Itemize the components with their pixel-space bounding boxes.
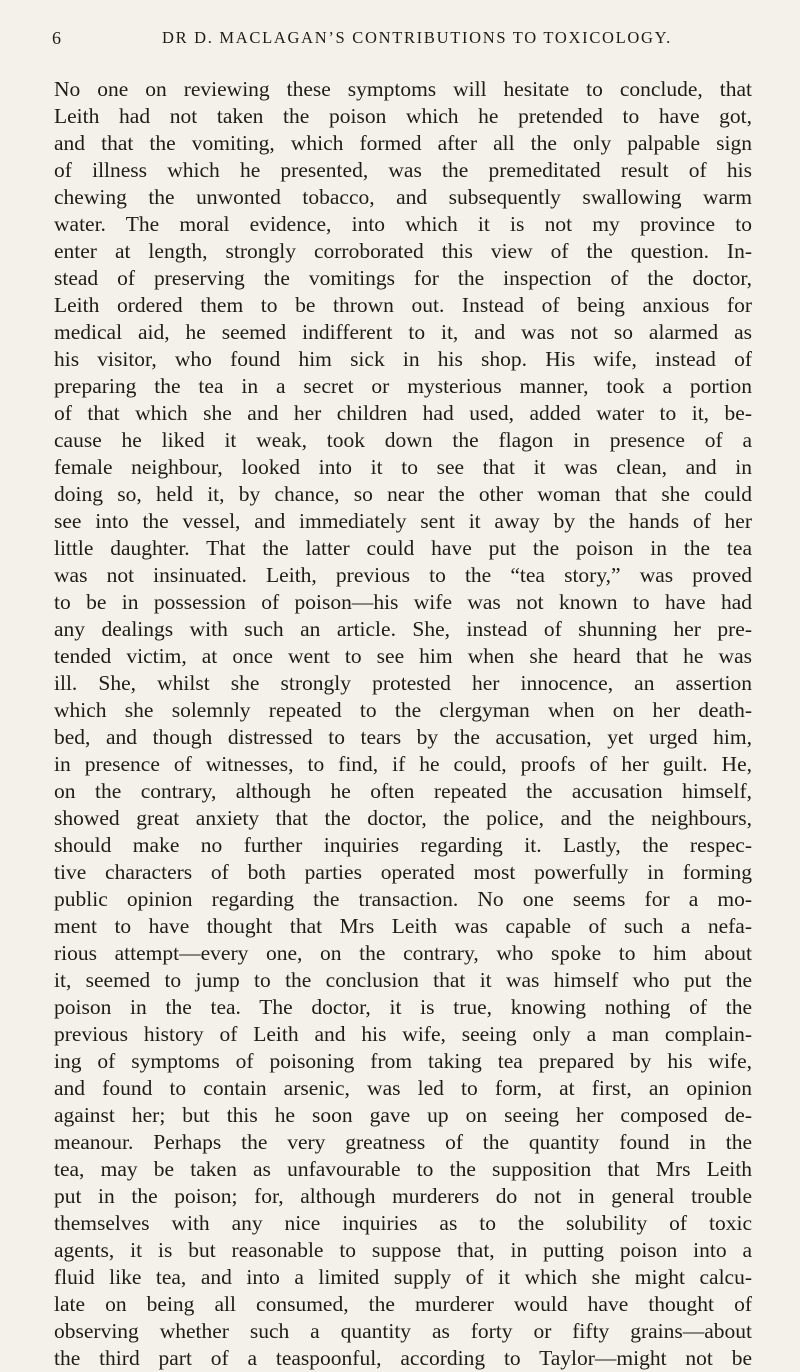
text-line: put in the poison; for, although murderers do not in general trouble — [54, 1184, 752, 1208]
text-line: showed great anxiety that the doctor, the police, and the neighbours, — [54, 806, 752, 830]
page-number: 6 — [52, 28, 63, 48]
text-line: any dealings with such an article. She, instead of shunning her pre- — [54, 617, 752, 641]
text-line: to be in possession of poison—his wife was not known to have had — [54, 590, 752, 614]
text-line: late on being all consumed, the murderer would have thought of — [54, 1292, 752, 1316]
text-line: stead of preserving the vomitings for the inspection of the doctor, — [54, 266, 752, 290]
text-line: Leith ordered them to be thrown out. Instead of being anxious for — [54, 293, 752, 317]
running-head: DR D. MACLAGAN’S CONTRIBUTIONS TO TOXICOLOGY. — [162, 28, 672, 47]
text-line: should make no further inquiries regarding it. Lastly, the respec- — [54, 833, 752, 857]
text-line: on the contrary, although he often repeated the accusation himself, — [54, 779, 752, 803]
page-header — [52, 28, 748, 54]
text-line: water. The moral evidence, into which it is not my province to — [54, 212, 752, 236]
text-line: female neighbour, looked into it to see that it was clean, and in — [54, 455, 752, 479]
text-line: bed, and though distressed to tears by the accusation, yet urged him, — [54, 725, 752, 749]
text-line: poison in the tea. The doctor, it is true, knowing nothing of the — [54, 995, 752, 1019]
text-line: tended victim, at once went to see him when she heard that he was — [54, 644, 752, 668]
text-line: tea, may be taken as unfavourable to the supposition that Mrs Leith — [54, 1157, 752, 1181]
text-line: medical aid, he seemed indifferent to it, and was not so alarmed as — [54, 320, 752, 344]
body-text — [54, 76, 752, 1372]
text-line: was not insinuated. Leith, previous to the “tea story,” was proved — [54, 563, 752, 587]
text-line: his visitor, who found him sick in his shop. His wife, instead of — [54, 347, 752, 371]
text-line: little daughter. That the latter could have put the poison in the tea — [54, 536, 752, 560]
text-line: ing of symptoms of poisoning from taking tea prepared by his wife, — [54, 1049, 752, 1073]
text-line: preparing the tea in a secret or mysterious manner, took a portion — [54, 374, 752, 398]
text-line: which she solemnly repeated to the clergyman when on her death- — [54, 698, 752, 722]
text-line: tive characters of both parties operated most powerfully in forming — [54, 860, 752, 884]
text-line: previous history of Leith and his wife, seeing only a man complain- — [54, 1022, 752, 1046]
text-line: themselves with any nice inquiries as to the solubility of toxic — [54, 1211, 752, 1235]
text-line: in presence of witnesses, to find, if he could, proofs of her guilt. He, — [54, 752, 752, 776]
text-line: and that the vomiting, which formed after all the only palpable sign — [54, 131, 752, 155]
text-line: public opinion regarding the transaction. No one seems for a mo- — [54, 887, 752, 911]
text-line: of that which she and her children had used, added water to it, be- — [54, 401, 752, 425]
text-line: rious attempt—every one, on the contrary, who spoke to him about — [54, 941, 752, 965]
text-line: Leith had not taken the poison which he pretended to have got, — [54, 104, 752, 128]
text-line: cause he liked it weak, took down the flagon in presence of a — [54, 428, 752, 452]
text-line: meanour. Perhaps the very greatness of the quantity found in the — [54, 1130, 752, 1154]
text-line: of illness which he presented, was the premeditated result of his — [54, 158, 752, 182]
text-line: No one on reviewing these symptoms will hesitate to conclude, that — [54, 77, 752, 101]
text-line: observing whether such a quantity as forty or fifty grains—about — [54, 1319, 752, 1343]
text-line: ill. She, whilst she strongly protested her innocence, an assertion — [54, 671, 752, 695]
text-line: against her; but this he soon gave up on seeing her composed de- — [54, 1103, 752, 1127]
text-line: agents, it is but reasonable to suppose that, in putting poison into a — [54, 1238, 752, 1262]
text-line: the third part of a teaspoonful, according to Taylor—might not be — [54, 1346, 752, 1370]
text-line: see into the vessel, and immediately sent it away by the hands of her — [54, 509, 752, 533]
text-line: doing so, held it, by chance, so near the other woman that she could — [54, 482, 752, 506]
text-line: it, seemed to jump to the conclusion that it was himself who put the — [54, 968, 752, 992]
text-line: fluid like tea, and into a limited supply of it which she might calcu- — [54, 1265, 752, 1289]
text-line: and found to contain arsenic, was led to form, at first, an opinion — [54, 1076, 752, 1100]
text-line: enter at length, strongly corroborated this view of the question. In- — [54, 239, 752, 263]
text-line: ment to have thought that Mrs Leith was capable of such a nefa- — [54, 914, 752, 938]
text-line: chewing the unwonted tobacco, and subsequently swallowing warm — [54, 185, 752, 209]
